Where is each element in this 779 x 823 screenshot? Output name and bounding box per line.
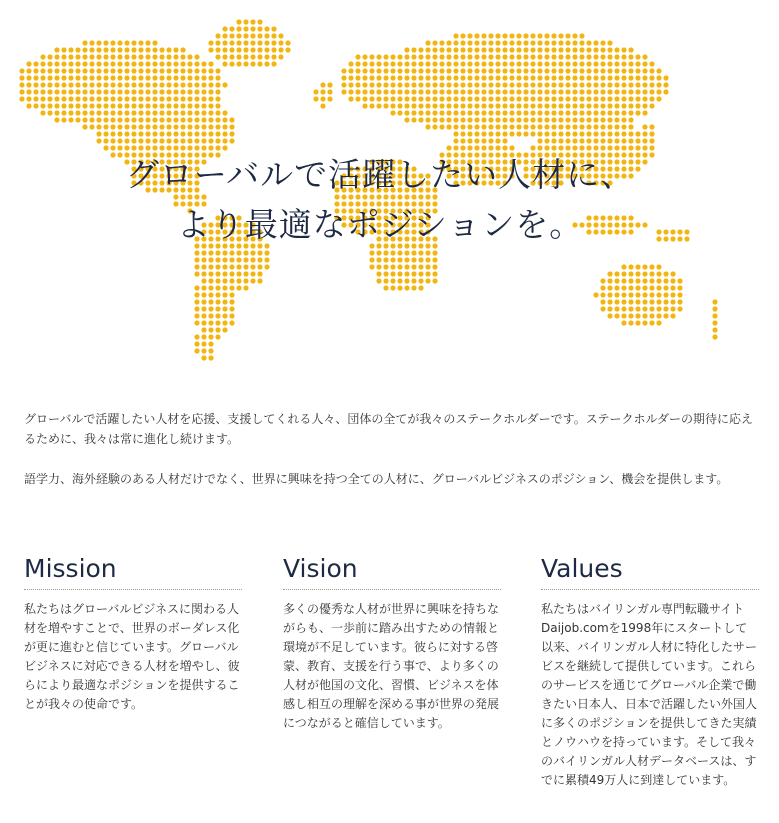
hero-section: [0, 0, 779, 390]
intro-paragraph-2: 語学力、海外経験のある人材だけでなく、世界に興味を持つ全ての人材に、グローバルビジネスのポジション、機会を提供します。: [24, 472, 729, 486]
mission-text: 私たちはグローバルビジネスに関わる人材を増やすことで、世界のボーダレス化が更に進むと信じています。グローバルビジネスに対応できる人材を増やし、彼らにより最適なポジションを提供することが我々の使命です。: [24, 602, 240, 711]
vision-heading: Vision: [283, 553, 501, 590]
mission-column: [24, 553, 242, 714]
intro-text: [24, 409, 754, 509]
vision-text: 多くの優秀な人材が世界に興味を持ちながらも、一歩前に踏み出すための情報と環境が不足しています。彼らに対する啓蒙、教育、支援を行う事で、より多くの人材が他国の文化、習慣、ビジネスを体感し相互の理解を深める事が世界の発展につながると確信しています。: [283, 602, 500, 730]
vision-column: [283, 553, 501, 733]
values-text: 私たちはバイリンガル専門転職サイトDaijob.comを1998年にスタートして以来、バイリンガル人材に特化したサービスを継続して提供しています。これらのサービスを通じてグローバル企業で働きたい日本人、日本で活躍したい外国人に多くのポジションを提供してきた実績とノウハウを持っています。そして我々のバイリンガル人材データベースは、すでに累積49万人に到達しています。: [541, 602, 758, 787]
hero-headline: [0, 150, 760, 250]
values-column: [541, 553, 759, 790]
values-heading: Values: [541, 553, 759, 590]
hero-headline-line2: より最適なポジションを。: [176, 205, 584, 244]
mission-heading: Mission: [24, 553, 242, 590]
hero-headline-line1: グローバルで活躍したい人材に、: [125, 155, 635, 194]
intro-paragraph-1: グローバルで活躍したい人材を応援、支援してくれる人々、団体の全てが我々のステークホルダーです。ステークホルダーの期待に応えるために、我々は常に進化し続けます。: [24, 412, 754, 446]
